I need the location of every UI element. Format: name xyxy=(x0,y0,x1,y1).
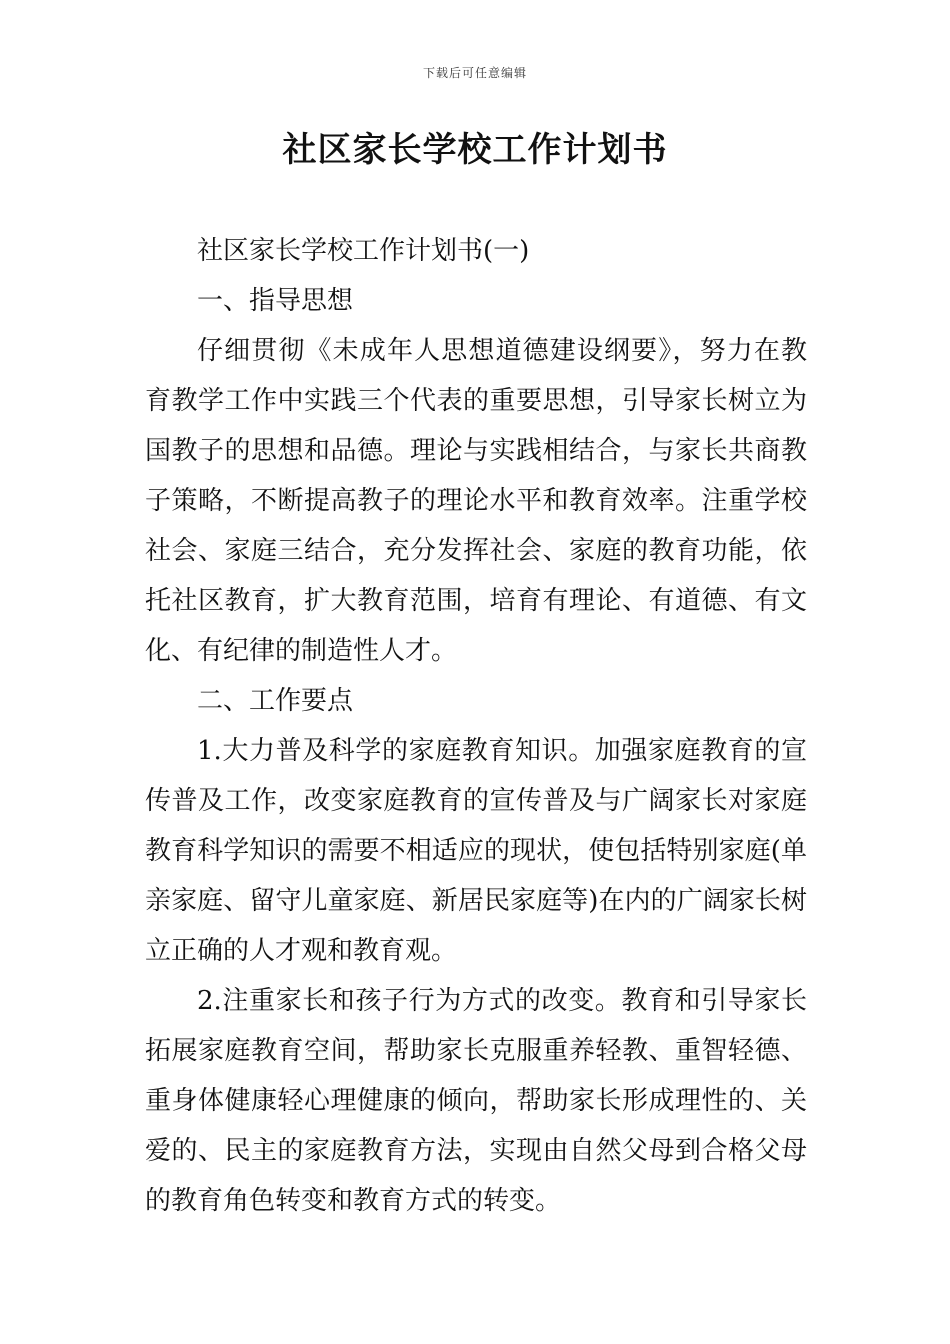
heading-work-points: 二、工作要点 xyxy=(197,686,354,716)
paragraph-point-2: 2.注重家长和孩子行为方式的改变。教育和引导家长拓展家庭教育空间，帮助家长克服重养轻教、重智轻德、重身体健康轻心理健康的倾向，帮助家长形成理性的、关爱的、民主的家庭教育方法，实现由自然父母到合格父母的教育角色转变和教育方式的转变。 xyxy=(145,986,807,1216)
paragraph-guiding-thought: 仔细贯彻《未成年人思想道德建设纲要》，努力在教育教学工作中实践三个代表的重要思想，引导家长树立为国教子的思想和品德。理论与实践相结合，与家长共商教子策略，不断提高教子的理论水平和教育效率。注重学校社会、家庭三结合，充分发挥社会、家庭的教育功能，依托社区教育，扩大教育范围，培育有理论、有道德、有文化、有纪律的制造性人才。 xyxy=(145,336,807,666)
heading-guiding-thought: 一、指导思想 xyxy=(197,286,354,316)
document-title: 社区家长学校工作计划书 xyxy=(282,130,668,170)
section-title-paragraph: 社区家长学校工作计划书(一) xyxy=(197,236,530,266)
document-body xyxy=(145,226,807,1226)
header-note: 下载后可任意编辑 xyxy=(422,66,527,80)
paragraph-point-1: 1.大力普及科学的家庭教育知识。加强家庭教育的宣传普及工作，改变家庭教育的宣传普及与广阔家长对家庭教育科学知识的需要不相适应的现状，使包括特别家庭(单亲家庭、留守儿童家庭、新居民家庭等)在内的广阔家长树立正确的人才观和教育观。 xyxy=(145,736,807,966)
